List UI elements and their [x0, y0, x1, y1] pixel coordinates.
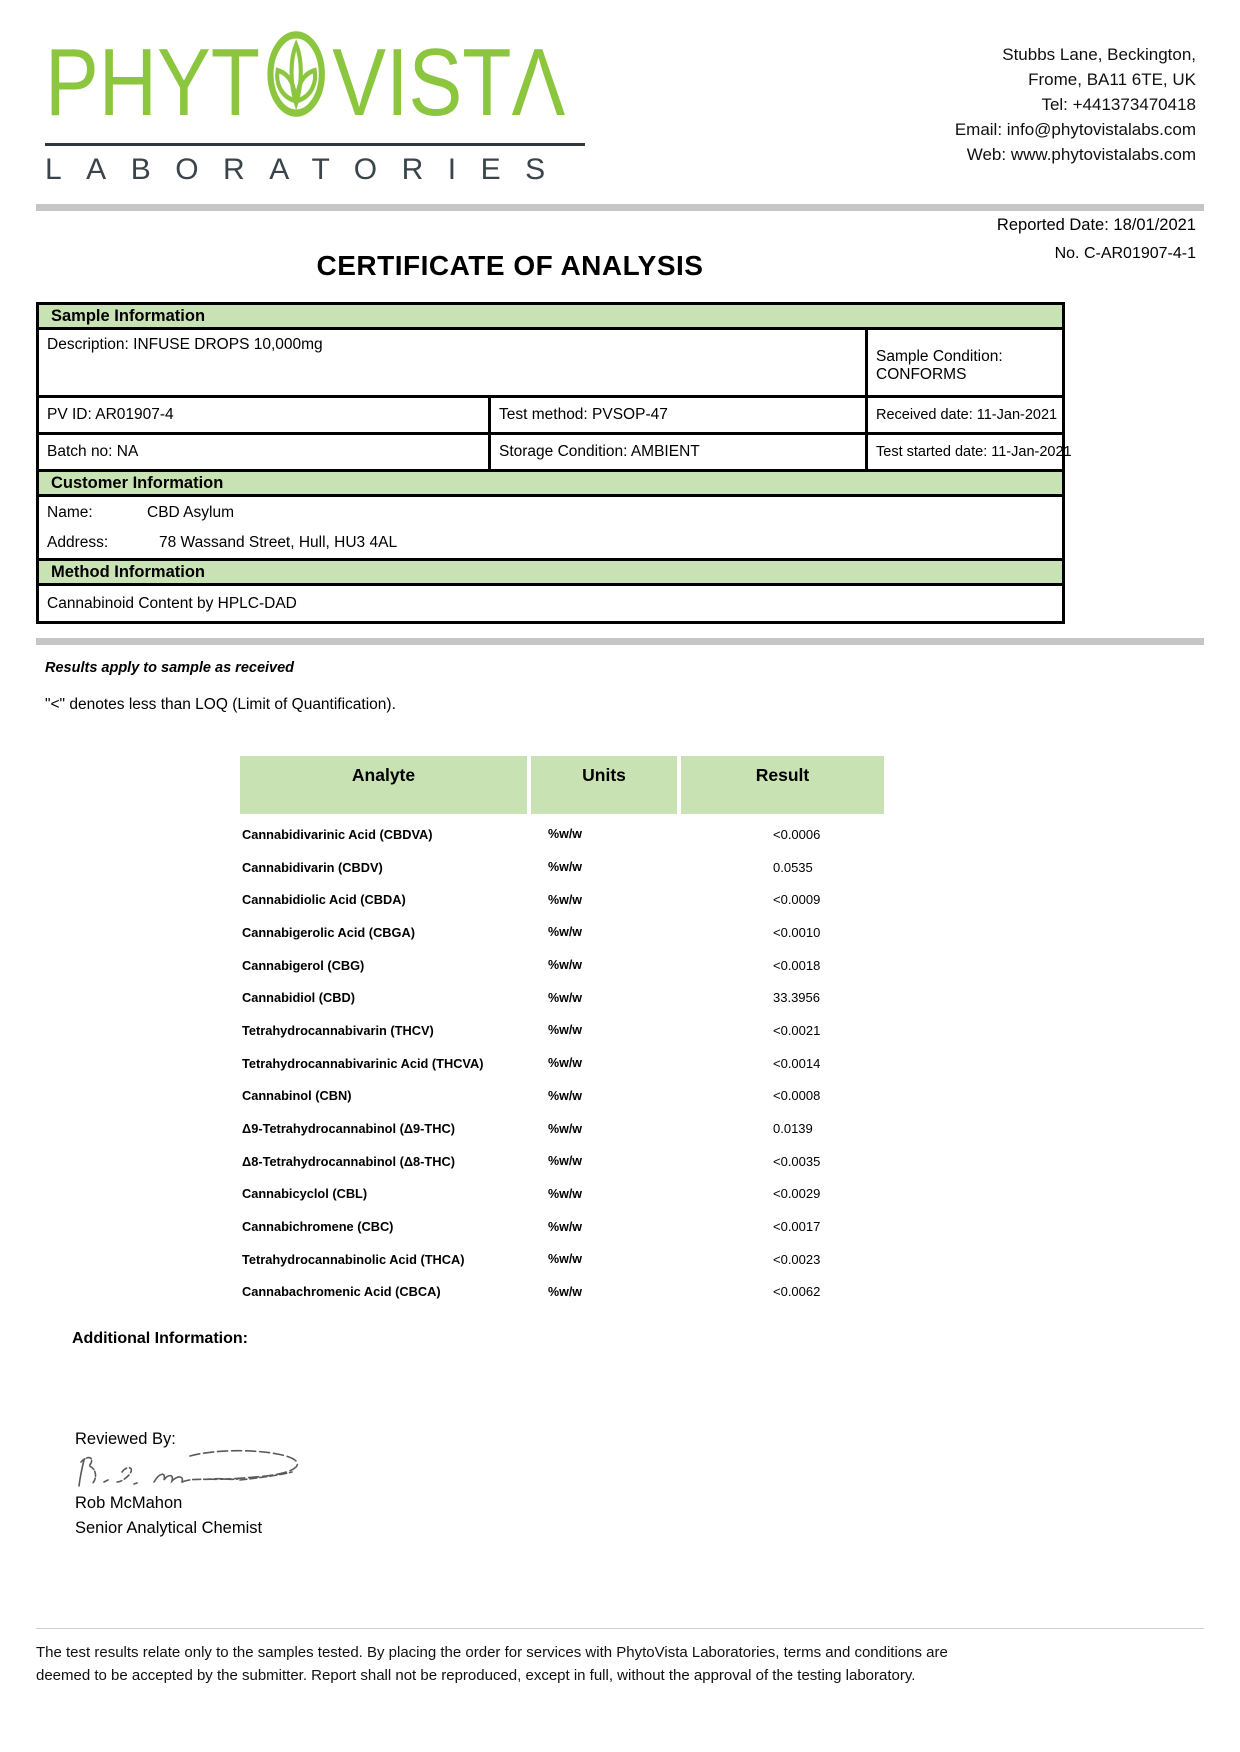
results-table-body [240, 818, 884, 1308]
analyte-cell: Cannabicyclol (CBL) [242, 1186, 368, 1202]
lab-contact-block [955, 42, 1196, 167]
customer-name-line [47, 504, 1054, 522]
results-note: Results apply to sample as received [45, 660, 295, 676]
units-cell: %w/w [548, 1186, 583, 1201]
table-row [240, 883, 884, 916]
units-cell: %w/w [548, 827, 583, 842]
batch-row [36, 435, 1072, 472]
result-cell: <0.0035 [773, 1153, 821, 1169]
units-cell: %w/w [548, 1056, 583, 1071]
test-started-date: Test started date: 11-Jan-2021 [865, 435, 1062, 469]
result-cell: <0.0062 [773, 1284, 821, 1300]
units-cell: %w/w [548, 1121, 583, 1136]
table-row [240, 1276, 884, 1309]
units-cell: %w/w [548, 990, 583, 1005]
method-box [36, 586, 1065, 624]
table-row [240, 1047, 884, 1080]
table-row [240, 981, 884, 1014]
result-cell: 0.0139 [773, 1121, 813, 1137]
units-column-header: Units [531, 756, 677, 814]
footer-line1: The test results relate only to the samples tested. By placing the order for services with PhytoVista Laboratories, terms and conditions are [36, 1644, 948, 1661]
analyte-cell: Cannabidivarin (CBDV) [242, 859, 383, 875]
table-row [240, 916, 884, 949]
report-number: No. C-AR01907-4-1 [1054, 245, 1196, 262]
section-divider-bar [36, 638, 1204, 645]
table-row [240, 1178, 884, 1211]
analyte-cell: Cannabigerol (CBG) [242, 957, 365, 973]
contact-email: Email: info@phytovistalabs.com [954, 120, 1196, 139]
reported-date: Reported Date: 18/01/2021 [996, 216, 1196, 234]
table-row [240, 1243, 884, 1276]
result-cell: 0.0535 [773, 859, 813, 875]
customer-name-label: Name: [47, 504, 93, 521]
pvid-row [36, 398, 1065, 435]
analyte-cell: Δ9-Tetrahydrocannabinol (Δ9-THC) [242, 1121, 455, 1137]
analyte-cell: Cannabigerolic Acid (CBGA) [242, 924, 416, 940]
reviewer-name: Rob McMahon [75, 1494, 183, 1512]
analyte-cell: Cannabichromene (CBC) [242, 1219, 394, 1235]
footer-disclaimer [36, 1642, 1212, 1687]
contact-phone: Tel: +441373470418 [1041, 95, 1196, 114]
result-cell: <0.0021 [773, 1022, 821, 1038]
method-name: Cannabinoid Content by HPLC-DAD [47, 594, 297, 612]
page-title: CERTIFICATE OF ANALYSIS [316, 250, 704, 281]
customer-address-label: Address: [47, 534, 109, 551]
logo-text-left: PHYT [45, 29, 261, 136]
analyte-cell: Cannabidiolic Acid (CBDA) [242, 892, 406, 908]
table-row [240, 851, 884, 884]
contact-web: Web: www.phytovistalabs.com [966, 145, 1196, 164]
customer-box [36, 497, 1065, 561]
sample-condition: Sample Condition: CONFORMS [865, 330, 1062, 395]
footer-line2: deemed to be accepted by the submitter. Report shall not be reproduced, except in full, without the approval of the testing laboratory. [36, 1666, 916, 1684]
method-information-header: Method Information [36, 558, 1065, 586]
result-cell: 33.3956 [773, 990, 820, 1006]
result-cell: <0.0006 [773, 826, 821, 842]
result-column-header: Result [681, 756, 884, 814]
analyte-cell: Tetrahydrocannabinolic Acid (THCA) [242, 1251, 465, 1267]
additional-information-label: Additional Information: [72, 1330, 248, 1347]
analyte-cell: Δ8-Tetrahydrocannabinol (Δ8-THC) [242, 1153, 455, 1169]
table-row [240, 1080, 884, 1113]
units-cell: %w/w [548, 892, 583, 907]
received-date: Received date: 11-Jan-2021 [865, 398, 1062, 432]
units-cell: %w/w [548, 1023, 583, 1038]
result-cell: <0.0029 [773, 1186, 821, 1202]
units-cell: %w/w [548, 1219, 583, 1234]
result-cell: <0.0014 [773, 1055, 821, 1071]
sample-description: Description: INFUSE DROPS 10,000mg [47, 336, 323, 353]
logo-text-right: VISTΛ [332, 29, 566, 136]
pv-id: PV ID: AR01907-4 [47, 406, 174, 423]
results-table-header [240, 756, 884, 814]
header-divider-bar [36, 204, 1204, 211]
result-cell: <0.0008 [773, 1088, 821, 1104]
result-cell: <0.0009 [773, 892, 821, 908]
table-row [240, 1112, 884, 1145]
analyte-cell: Cannabidivarinic Acid (CBDVA) [242, 826, 433, 842]
customer-name-value: CBD Asylum [147, 504, 234, 521]
logo-divider [45, 143, 585, 146]
analyte-cell: Tetrahydrocannabivarin (THCV) [242, 1022, 434, 1038]
result-cell: <0.0018 [773, 957, 821, 973]
reviewer-title: Senior Analytical Chemist [75, 1519, 263, 1537]
loq-note: "<" denotes less than LOQ (Limit of Quantification). [45, 696, 396, 713]
phytovista-logo [45, 30, 585, 187]
analyte-cell: Cannabachromenic Acid (CBCA) [242, 1284, 441, 1300]
table-row [240, 818, 884, 851]
description-row [36, 330, 1065, 398]
units-cell: %w/w [548, 1154, 583, 1169]
sample-information-header: Sample Information [36, 302, 1065, 330]
units-cell: %w/w [548, 1088, 583, 1103]
customer-information-header: Customer Information [36, 469, 1065, 497]
result-cell: <0.0023 [773, 1251, 821, 1267]
analyte-cell: Cannabidiol (CBD) [242, 990, 356, 1006]
customer-address-value: 78 Wassand Street, Hull, HU3 4AL [159, 534, 398, 551]
units-cell: %w/w [548, 958, 583, 973]
customer-address-line [47, 534, 1054, 552]
contact-address-line1: Stubbs Lane, Beckington, [1002, 45, 1196, 64]
analyte-cell: Tetrahydrocannabivarinic Acid (THCVA) [242, 1055, 484, 1071]
storage-condition: Storage Condition: AMBIENT [488, 435, 865, 469]
units-cell: %w/w [548, 1284, 583, 1299]
table-row [240, 1145, 884, 1178]
test-method: Test method: PVSOP-47 [488, 398, 865, 432]
info-tables [36, 302, 1072, 624]
table-row [240, 1210, 884, 1243]
table-row [240, 949, 884, 982]
batch-no: Batch no: NA [47, 443, 139, 460]
logo-wordmark [45, 29, 566, 137]
results-table [240, 756, 884, 1308]
units-cell: %w/w [548, 925, 583, 940]
units-cell: %w/w [548, 860, 583, 875]
logo-subtitle: LABORATORIES [45, 152, 570, 186]
leaf-icon [265, 30, 327, 137]
analyte-cell: Cannabinol (CBN) [242, 1088, 352, 1104]
contact-address-line2: Frome, BA11 6TE, UK [1028, 70, 1196, 89]
analyte-column-header: Analyte [240, 756, 527, 814]
table-row [240, 1014, 884, 1047]
footer-divider [36, 1628, 1204, 1629]
reviewed-by-label: Reviewed By: [75, 1430, 176, 1448]
result-cell: <0.0010 [773, 924, 821, 940]
units-cell: %w/w [548, 1252, 583, 1267]
result-cell: <0.0017 [773, 1219, 821, 1235]
